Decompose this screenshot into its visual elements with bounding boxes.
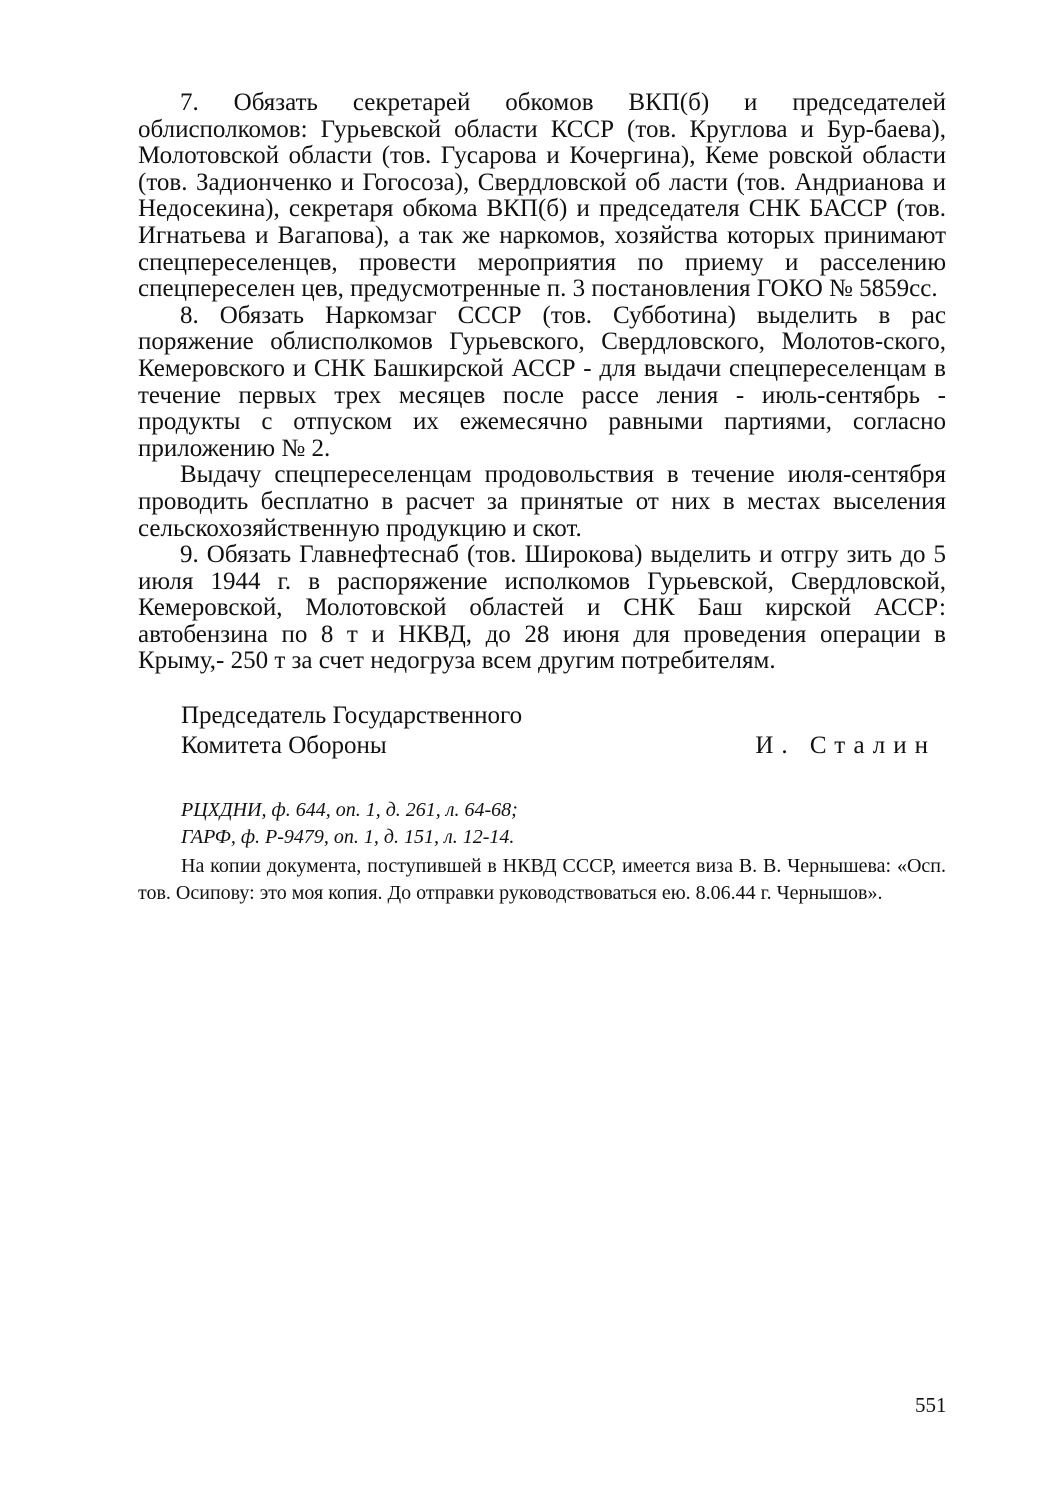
- signature-title-line2: Комитета Обороны: [181, 732, 387, 760]
- paragraph-7: 7. Обязать секретарей обкомов ВКП(б) и председателей облисполкомов: Гурьевской области КССР (тов. Круглова и Бур-баева), Молотовской области (тов. Гусарова и Кочергина), Кеме ровской области (тов. Задионченко и Гогосоза), Свердловской об ласти (тов. Андрианова и Недосекина), секретаря обкома ВКП(б) и председателя СНК БАССР (тов. Игнатьева и Вагапова), а так же наркомов, хозяйства которых принимают спецпереселенцев, провести мероприятия по приему и расселению спецпереселен цев, предусмотренные п. 3 постановления ГОКО № 5859сс.: [138, 89, 946, 303]
- editorial-note: На копии документа, поступившей в НКВД СССР, имеется виза В. В. Чернышева: «Осп. тов. Осипову: это моя копия. До отправки руководствоваться ею. 8.06.44 г. Чернышов».: [138, 855, 946, 905]
- paragraph-8-continuation: Выдачу спецпереселенцам продовольствия в течение июля-сентября проводить бесплатно в расчет за принятые от них в местах выселения сельскохозяйственную продукцию и скот.: [138, 461, 946, 542]
- signature-block: [138, 701, 946, 761]
- archive-references: [138, 797, 946, 851]
- archive-reference-1: РЦХДНИ, ф. 644, оп. 1, д. 261, л. 64-68;: [181, 799, 518, 822]
- signature-title-line1: Председатель Государственного: [181, 702, 523, 730]
- paragraph-8: 8. Обязать Наркомзаг СССР (тов. Субботина) выделить в рас поряжение облисполкомов Гурьевского, Свердловского, Молотов-ского, Кемеровского и СНК Башкирской АССР - для выдачи спецпереселенцам в течение первых трех месяцев после рассе ления - июль-сентябрь - продукты с отпуском их ежемесячно равными партиями, согласно приложению № 2.: [138, 301, 946, 462]
- paragraph-9: 9. Обязать Главнефтеснаб (тов. Широкова) выделить и отгру зить до 5 июля 1944 г. в распоряжение исполкомов Гурьевской, Свердловской, Кемеровской, Молотовской областей и СНК Баш кирской АССР: автобензина по 8 т и НКВД, до 28 июня для проведения операции в Крыму,- 250 т за счет недогруза всем другим потребителям.: [138, 541, 946, 675]
- archive-reference-2: ГАРФ, ф. Р-9479, оп. 1, д. 151, л. 12-14.: [181, 826, 515, 849]
- document-body: [138, 90, 946, 907]
- page-number: 551: [915, 1393, 947, 1417]
- signature-name: И. Сталин: [755, 732, 936, 760]
